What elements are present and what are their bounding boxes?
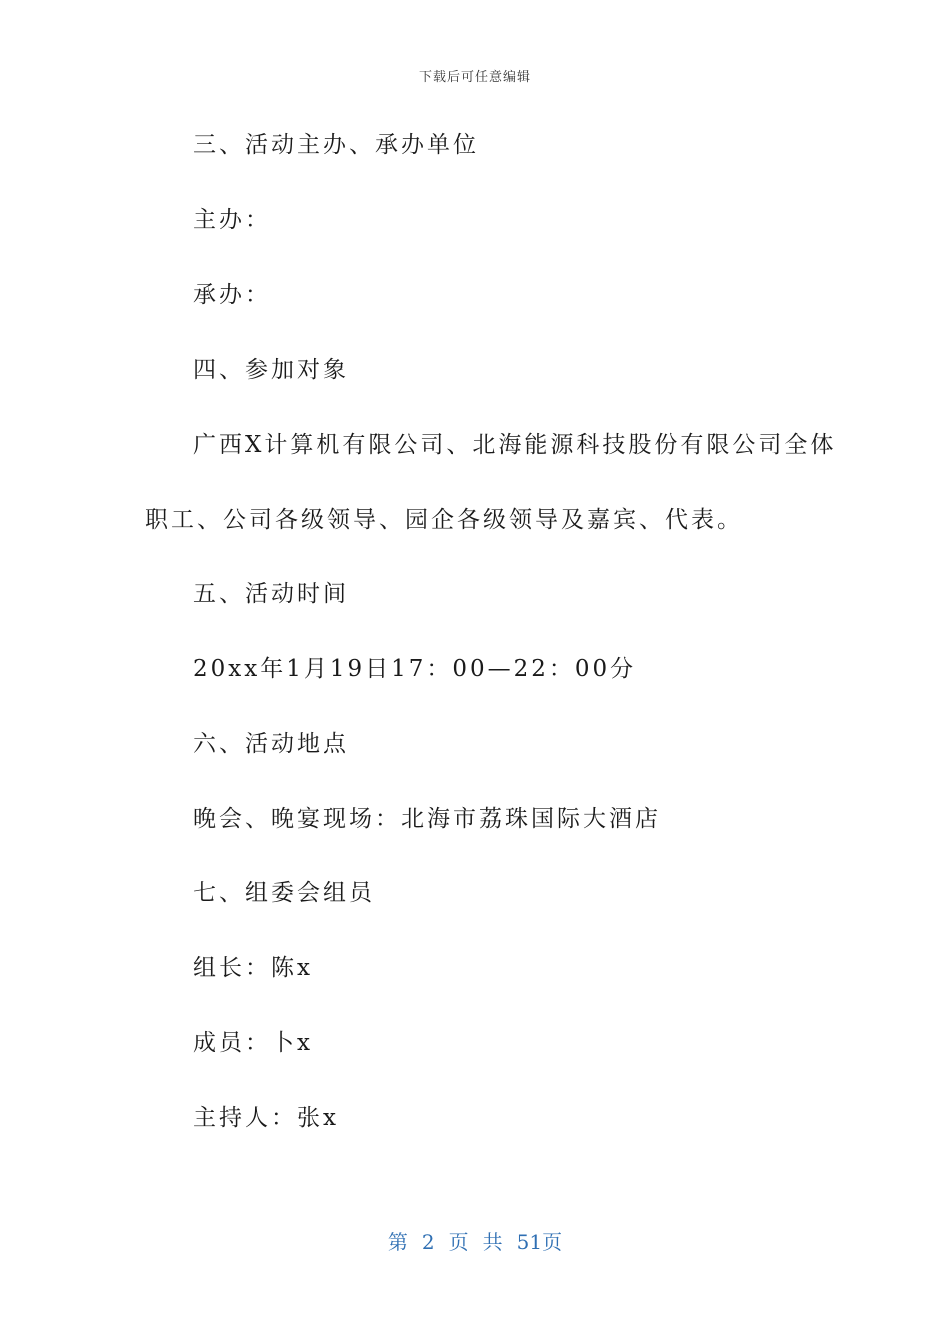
footer-page-word: 页 <box>448 1230 469 1254</box>
event-location: 晚会、晚宴现场：北海市荔珠国际大酒店 <box>193 806 661 832</box>
committee-host: 主持人：张x <box>193 1105 339 1131</box>
participants-paragraph-line-1: 广西X计算机有限公司、北海能源科技股份有限公司全体 <box>193 432 837 458</box>
event-time: 20xx年1月19日17：00—22：00分 <box>193 656 637 682</box>
organizer-host: 主办： <box>193 207 271 233</box>
footer-total-word: 共 <box>482 1230 503 1254</box>
participants-paragraph-line-2: 职工、公司各级领导、园企各级领导及嘉宾、代表。 <box>145 507 743 533</box>
footer-page-number: 2 <box>421 1230 435 1254</box>
section-heading-time: 五、活动时间 <box>193 581 349 607</box>
footer-prefix: 第 <box>387 1230 408 1254</box>
header-note: 下载后可任意编辑 <box>418 70 531 85</box>
footer-total-pages: 51页 <box>516 1230 563 1254</box>
section-heading-location: 六、活动地点 <box>193 731 349 757</box>
section-heading-organizers: 三、活动主办、承办单位 <box>193 132 479 158</box>
section-heading-participants: 四、参加对象 <box>193 357 349 383</box>
organizer-undertaker: 承办： <box>193 282 271 308</box>
page-footer <box>0 1226 950 1255</box>
section-heading-committee: 七、组委会组员 <box>193 880 375 906</box>
committee-leader: 组长：陈x <box>193 955 313 981</box>
committee-member: 成员：卜x <box>193 1030 313 1056</box>
